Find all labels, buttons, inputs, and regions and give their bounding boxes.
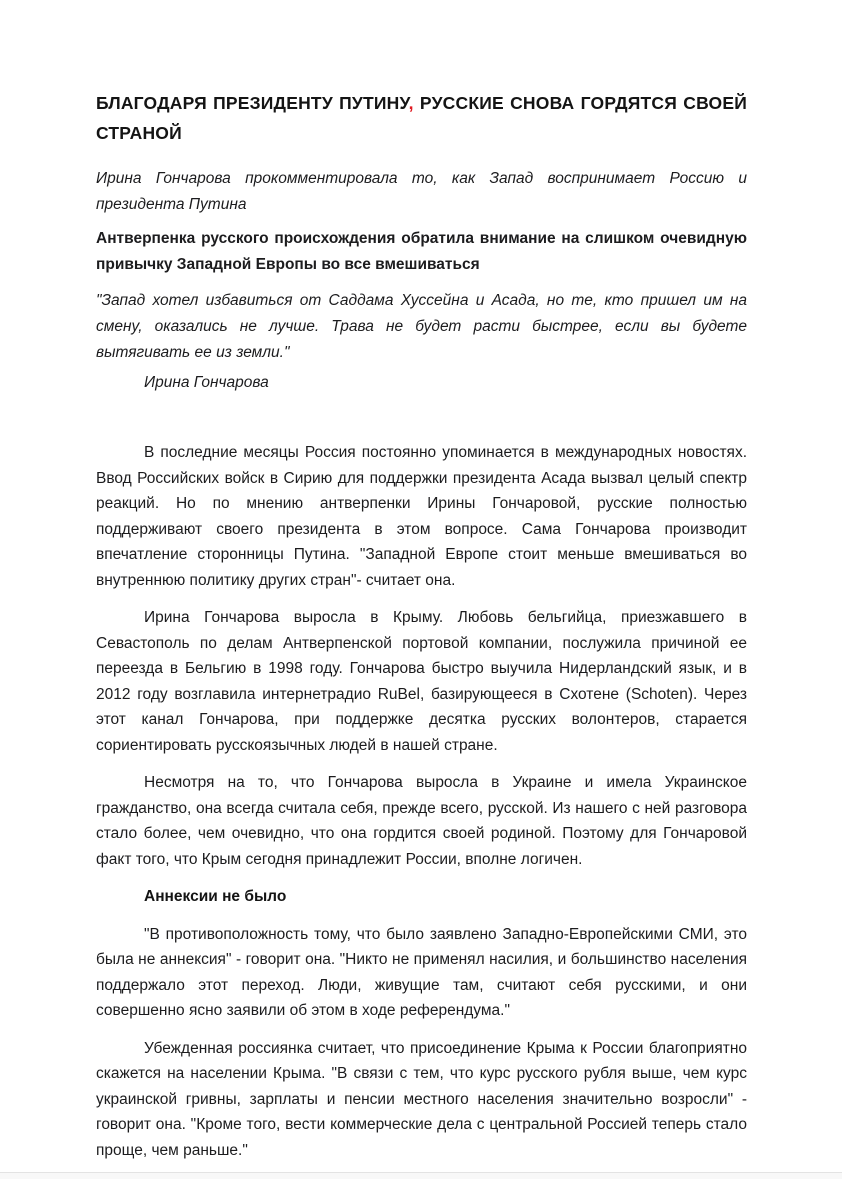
article-title-text-pre: БЛАГОДАРЯ ПРЕЗИДЕНТУ ПУТИНУ bbox=[96, 93, 409, 113]
article-title-text-post: РУССКИЕ СНОВА ГОРДЯТСЯ СВОЕЙ bbox=[413, 93, 747, 113]
article-standfirst: Антверпенка русского происхождения обратила внимание на слишком очевидную привычку Западной Европы во все вмешиваться bbox=[96, 230, 747, 273]
title-red-comma: , bbox=[408, 93, 414, 113]
section-subheading: Аннексии не было bbox=[144, 888, 287, 905]
paragraph-4: "В противоположность тому, что было заявлено Западно-Европейскими СМИ, это была не аннексия" - говорит она. "Никто не применял насилия, и большинство населения поддержало этот переход. Люди, живущие там, считают себя русскими, и они совершенно ясно заявили об этом в ходе референдума." bbox=[96, 925, 747, 1019]
page-bottom-divider bbox=[0, 1172, 842, 1179]
article-title bbox=[96, 88, 747, 148]
article-title-line2: СТРАНОЙ bbox=[96, 123, 182, 143]
content-column bbox=[96, 88, 747, 1175]
article-title-line1 bbox=[96, 88, 747, 118]
article-lede: Ирина Гончарова прокомментировала то, как Запад воспринимает Россию и президента Путина bbox=[96, 170, 747, 213]
pull-quote: "Запад хотел избавиться от Саддама Хуссейна и Асада, но те, кто пришел им на смену, оказались не лучше. Трава не будет расти быстрее, если вы будете вытягивать ее из земли." bbox=[96, 292, 747, 361]
paragraph-1: В последние месяцы Россия постоянно упоминается в международных новостях. Ввод Российских войск в Сирию для поддержки президента Асада вызвал целый спектр реакций. Но по мнению антверпенки Ирины Гончаровой, русские полностью поддерживают своего президента в этом вопросе. Сама Гончарова производит впечатление сторонницы Путина. "Западной Европе стоит меньше вмешиваться во внутреннюю политику других стран"- считает она. bbox=[96, 444, 747, 589]
quote-attribution: Ирина Гончарова bbox=[144, 374, 269, 391]
paragraph-3: Несмотря на то, что Гончарова выросла в Украине и имела Украинское гражданство, она всегда считала себя, прежде всего, русской. Из нашего с ней разговора стало более, чем очевидно, что она гордится своей родиной. Поэтому для Гончаровой факт того, что Крым сегодня принадлежит России, вполне логичен. bbox=[96, 774, 747, 868]
paragraph-5: Убежденная россиянка считает, что присоединение Крыма к России благоприятно скажется на населении Крыма. "В связи с тем, что курс русского рубля выше, чем курс украинской гривны, зарплаты и пенсии местного населения значительно возросли" - говорит она. "Кроме того, вести коммерческие дела с центральной Россией теперь стало проще, чем раньше." bbox=[96, 1039, 747, 1159]
paragraph-2: Ирина Гончарова выросла в Крыму. Любовь бельгийца, приезжавшего в Севастополь по делам Антверпенской портовой компании, послужила причиной ее переезда в Бельгию в 1998 году. Гончарова быстро выучила Нидерландский язык, и в 2012 году возглавила интернетрадио RuBel, базирующееся в Схотене (Schoten). Через этот канал Гончарова, при поддержке десятка русских волонтеров, старается сориентировать русскоязычных людей в нашей стране. bbox=[96, 609, 747, 754]
